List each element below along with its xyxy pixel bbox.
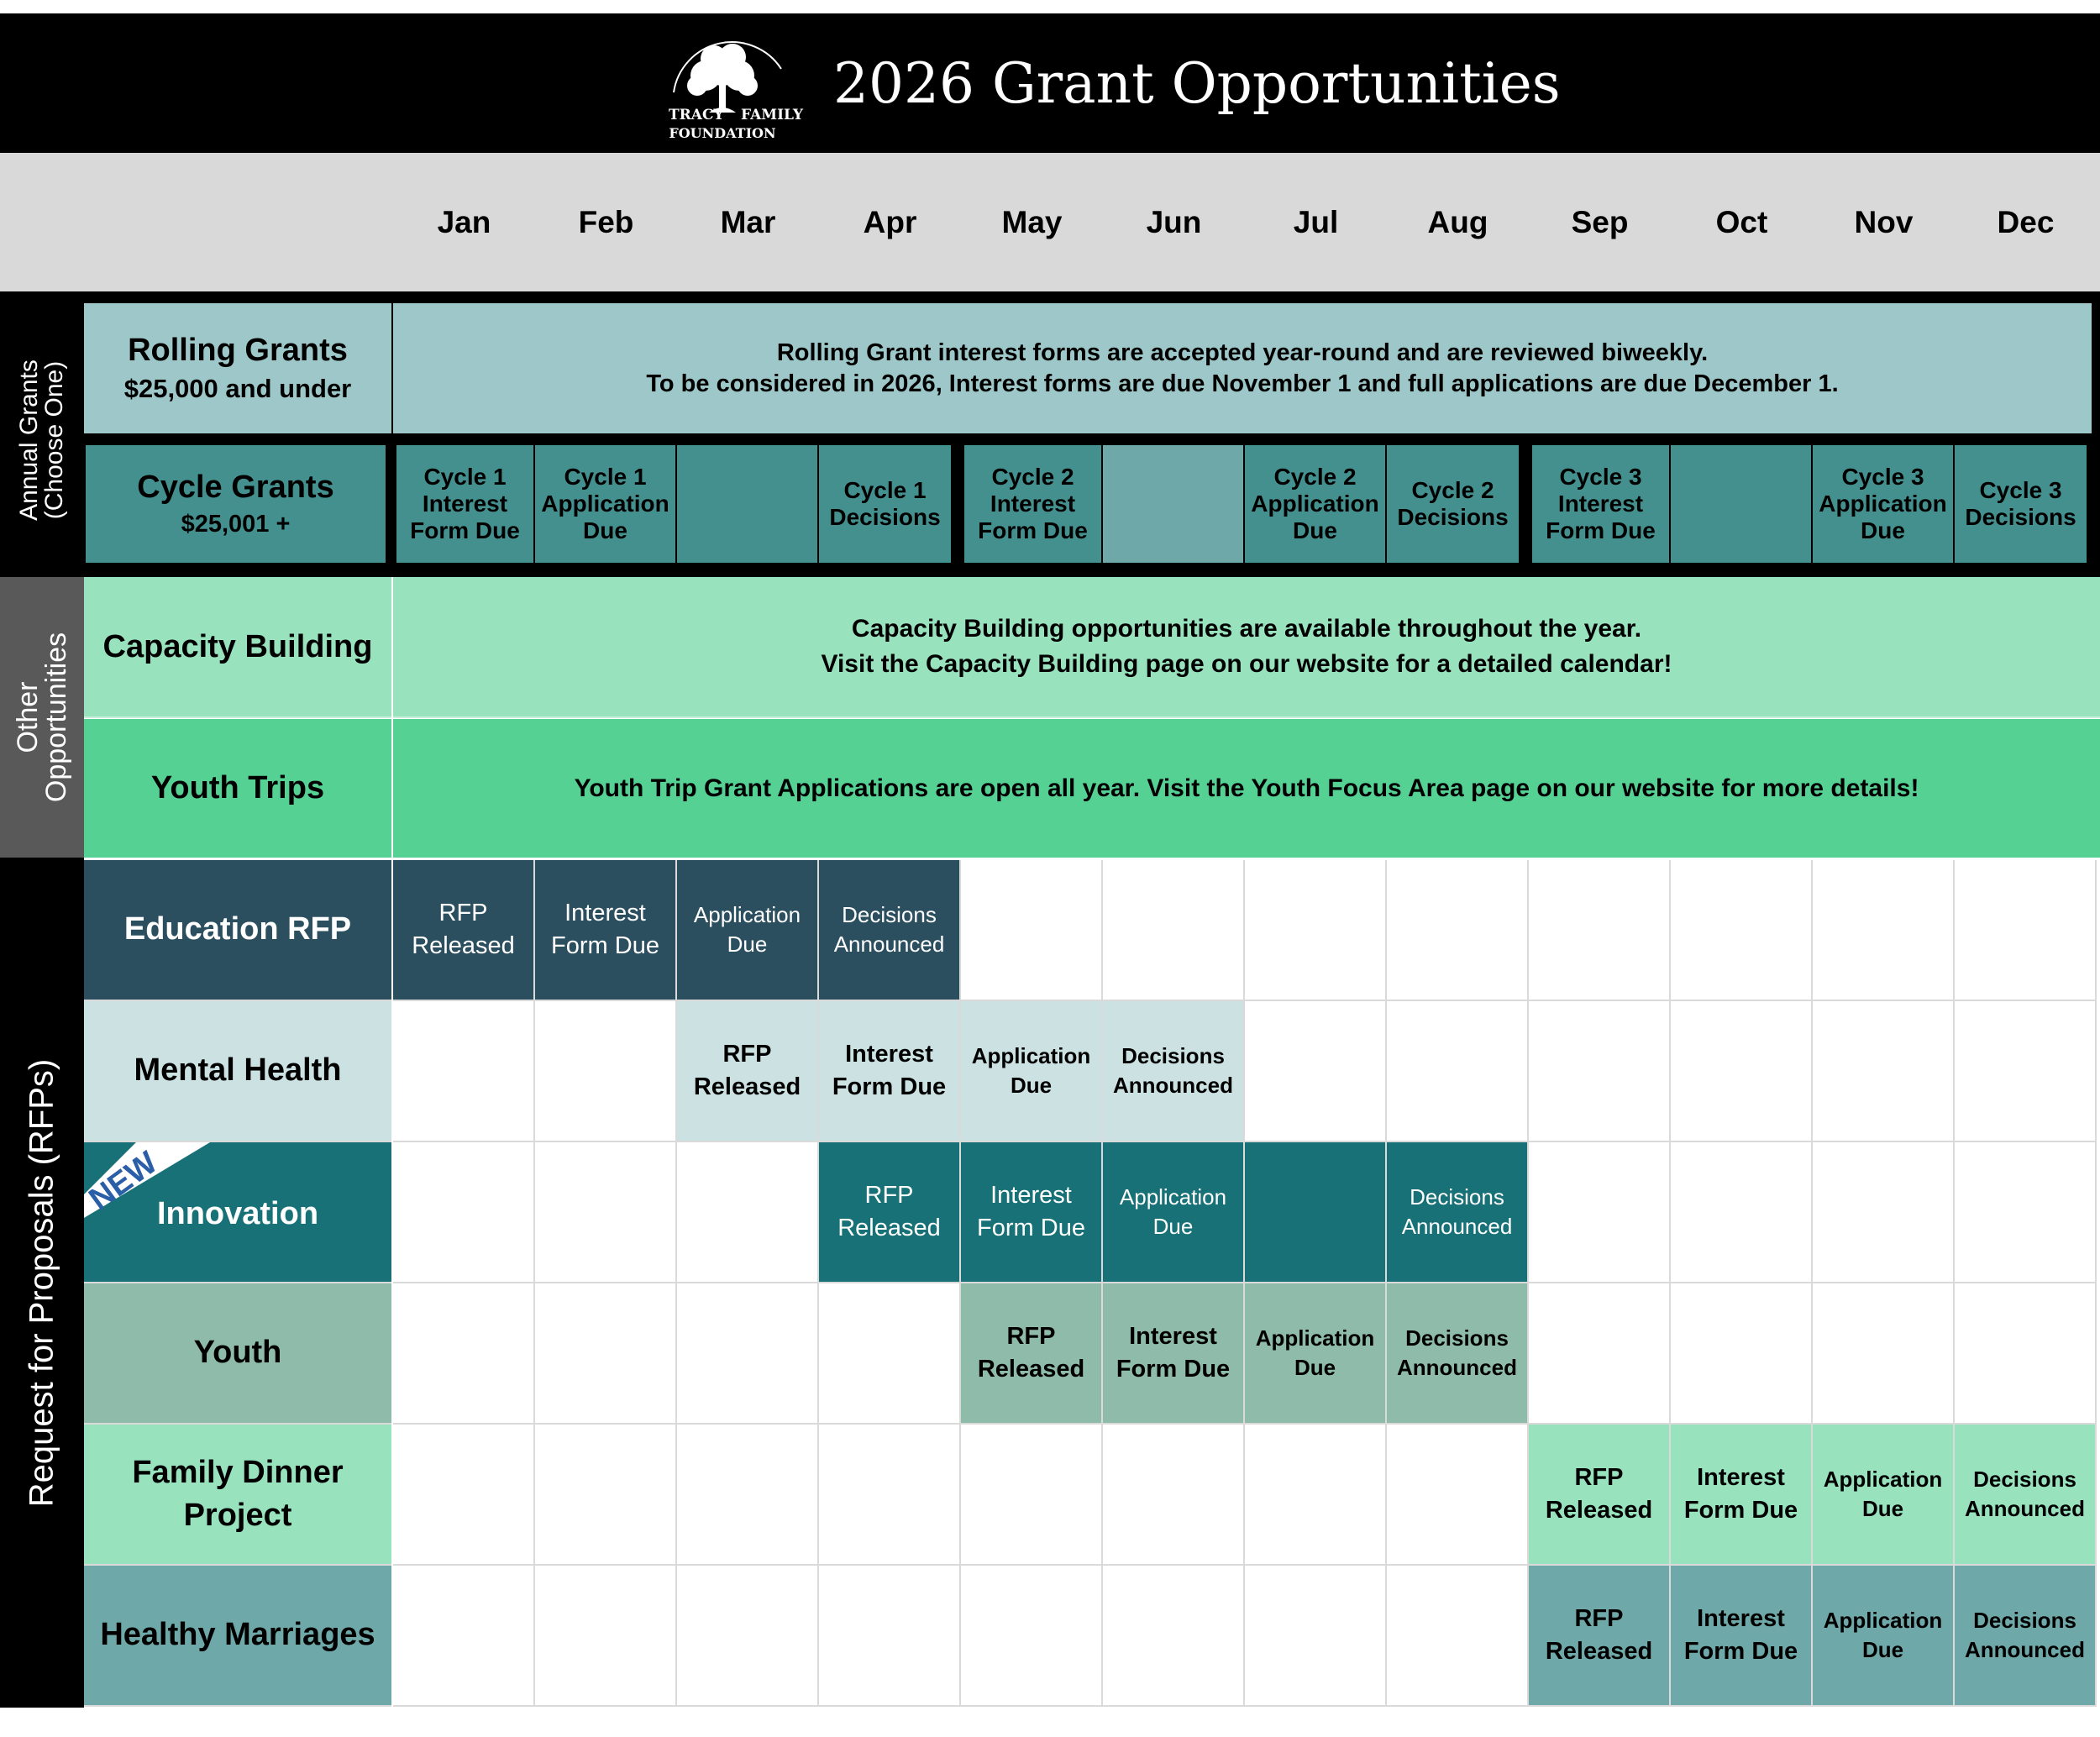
rfp-4-cell-jul bbox=[1245, 1425, 1387, 1566]
category-other-opportunities bbox=[0, 577, 84, 858]
rfp-2-cell-jan bbox=[393, 1142, 535, 1283]
rfp-3-cell-mar bbox=[677, 1283, 819, 1425]
month-header-jul: Jul bbox=[1293, 205, 1339, 239]
rfp-4-cell-dec: Decisions Announced bbox=[1955, 1425, 2097, 1566]
month-header-may: May bbox=[1001, 205, 1063, 239]
rfp-1-cell-sep bbox=[1529, 1001, 1671, 1142]
rfp-2-cell-aug: Decisions Announced bbox=[1387, 1142, 1529, 1283]
rfp-1-cell-aug bbox=[1387, 1001, 1529, 1142]
rfp-label-2: Innovation bbox=[84, 1142, 391, 1283]
rfp-3-cell-nov bbox=[1813, 1283, 1955, 1425]
rfp-1-cell-dec bbox=[1955, 1001, 2097, 1142]
rfp-label-1: Mental Health bbox=[84, 1001, 391, 1142]
cycle-cell-oct bbox=[1671, 445, 1811, 563]
rfp-4-cell-may bbox=[961, 1425, 1103, 1566]
rfp-0-cell-sep bbox=[1529, 860, 1671, 1001]
svg-text:NEW: NEW bbox=[84, 1145, 165, 1218]
rfp-3-cell-jul: Application Due bbox=[1245, 1283, 1387, 1425]
rfp-0-cell-apr: Decisions Announced bbox=[819, 860, 961, 1001]
cycle-cell-dec: Cycle 3 Decisions bbox=[1955, 445, 2087, 563]
rfp-0-cell-jun bbox=[1103, 860, 1245, 1001]
month-header-nov: Nov bbox=[1854, 205, 1914, 239]
capacity-building-label-cell bbox=[84, 577, 391, 718]
rfp-label-3: Youth bbox=[84, 1283, 391, 1425]
rfp-5-cell-aug bbox=[1387, 1566, 1529, 1707]
month-header-apr: Apr bbox=[863, 205, 917, 239]
cycle-cell-aug: Cycle 2 Decisions bbox=[1387, 445, 1519, 563]
rolling-info-line2: To be considered in 2026, Interest forms are due November 1 and full applications are due December 1. bbox=[646, 370, 1839, 397]
rfp-4-cell-feb bbox=[535, 1425, 677, 1566]
page-title: 2026 Grant Opportunities bbox=[833, 50, 1561, 116]
rfp-5-cell-oct: Interest Form Due bbox=[1671, 1566, 1813, 1707]
capacity-info-line1: Capacity Building opportunities are available throughout the year. bbox=[851, 615, 1642, 643]
foundation-logo bbox=[638, 25, 806, 150]
month-header-jun: Jun bbox=[1146, 205, 1202, 239]
capacity-building-title: Capacity Building bbox=[102, 628, 373, 664]
rfp-4-cell-nov: Application Due bbox=[1813, 1425, 1955, 1566]
cycle-grants-label-cell bbox=[86, 445, 386, 563]
rfp-4-cell-jun bbox=[1103, 1425, 1245, 1566]
rfp-label-5: Healthy Marriages bbox=[84, 1566, 391, 1707]
youth-trips-label-cell bbox=[84, 719, 391, 858]
rfp-1-cell-nov bbox=[1813, 1001, 1955, 1142]
cycle-grants-title: Cycle Grants bbox=[137, 470, 334, 505]
rolling-grants-title: Rolling Grants bbox=[128, 333, 348, 368]
rfp-1-cell-may: Application Due bbox=[961, 1001, 1103, 1142]
rfp-2-cell-dec bbox=[1955, 1142, 2097, 1283]
month-header-aug: Aug bbox=[1427, 205, 1488, 239]
tree-icon bbox=[687, 44, 758, 113]
rfp-2-cell-jun: Application Due bbox=[1103, 1142, 1245, 1283]
rfp-4-cell-apr bbox=[819, 1425, 961, 1566]
cycle-cell-jan: Cycle 1 Interest Form Due bbox=[396, 445, 533, 563]
rfp-1-cell-jun: Decisions Announced bbox=[1103, 1001, 1245, 1142]
rfp-1-cell-mar: RFP Released bbox=[677, 1001, 819, 1142]
rfp-3-cell-jan bbox=[393, 1283, 535, 1425]
rfp-4-cell-oct: Interest Form Due bbox=[1671, 1425, 1813, 1566]
rfp-5-cell-sep: RFP Released bbox=[1529, 1566, 1671, 1707]
rolling-grants-info bbox=[393, 303, 2092, 433]
rfp-3-cell-jun: Interest Form Due bbox=[1103, 1283, 1245, 1425]
rfp-5-cell-jan bbox=[393, 1566, 535, 1707]
rfp-label-0: Education RFP bbox=[84, 860, 391, 1001]
annual-grants-label: Annual Grants bbox=[15, 359, 43, 521]
rfp-4-cell-jan bbox=[393, 1425, 535, 1566]
rfp-2-cell-jul bbox=[1245, 1142, 1387, 1283]
rfp-0-cell-mar: Application Due bbox=[677, 860, 819, 1001]
rfp-5-cell-mar bbox=[677, 1566, 819, 1707]
other-sublabel: Opportunities bbox=[40, 632, 73, 803]
rfp-0-cell-dec bbox=[1955, 860, 2097, 1001]
rfp-2-cell-may: Interest Form Due bbox=[961, 1142, 1103, 1283]
svg-text:TRACY: TRACY bbox=[669, 107, 724, 123]
youth-trips-title: Youth Trips bbox=[150, 770, 325, 806]
rfp-2-cell-feb bbox=[535, 1142, 677, 1283]
new-badge bbox=[84, 1142, 227, 1235]
rfp-label-4: Family Dinner Project bbox=[84, 1425, 391, 1566]
rfp-4-cell-mar bbox=[677, 1425, 819, 1566]
rfp-5-cell-nov: Application Due bbox=[1813, 1566, 1955, 1707]
rfp-4-cell-aug bbox=[1387, 1425, 1529, 1566]
rfp-0-cell-jul bbox=[1245, 860, 1387, 1001]
rfp-category-label: Request for Proposals (RFPs) bbox=[23, 1058, 60, 1507]
cycle-grants-amount: $25,001 + bbox=[181, 511, 291, 538]
youth-trips-info bbox=[393, 719, 2100, 858]
month-header-oct: Oct bbox=[1715, 205, 1768, 239]
rfp-3-cell-feb bbox=[535, 1283, 677, 1425]
rfp-1-cell-oct bbox=[1671, 1001, 1813, 1142]
rfp-3-cell-oct bbox=[1671, 1283, 1813, 1425]
cycle-cell-may: Cycle 2 Interest Form Due bbox=[964, 445, 1101, 563]
rfp-1-cell-apr: Interest Form Due bbox=[819, 1001, 961, 1142]
rfp-5-cell-may bbox=[961, 1566, 1103, 1707]
svg-text:FAMILY: FAMILY bbox=[741, 107, 804, 123]
rfp-2-cell-apr: RFP Released bbox=[819, 1142, 961, 1283]
month-header-feb: Feb bbox=[578, 205, 634, 239]
cycle-cell-feb: Cycle 1 Application Due bbox=[535, 445, 675, 563]
other-label: Other bbox=[12, 681, 45, 753]
rfp-0-cell-aug bbox=[1387, 860, 1529, 1001]
cycle-cell-apr: Cycle 1 Decisions bbox=[819, 445, 951, 563]
rfp-3-cell-may: RFP Released bbox=[961, 1283, 1103, 1425]
rfp-1-cell-jan bbox=[393, 1001, 535, 1142]
cycle-cell-jul: Cycle 2 Application Due bbox=[1245, 445, 1385, 563]
rfp-3-cell-sep bbox=[1529, 1283, 1671, 1425]
youth-trips-info-line: Youth Trip Grant Applications are open all year. Visit the Youth Focus Area page on our website for more details! bbox=[574, 774, 1919, 802]
capacity-info-line2: Visit the Capacity Building page on our website for a detailed calendar! bbox=[821, 650, 1672, 678]
rfp-1-cell-feb bbox=[535, 1001, 677, 1142]
rfp-5-cell-jun bbox=[1103, 1566, 1245, 1707]
rfp-5-cell-feb bbox=[535, 1566, 677, 1707]
rfp-2-cell-nov bbox=[1813, 1142, 1955, 1283]
rfp-0-cell-feb: Interest Form Due bbox=[535, 860, 677, 1001]
rfp-4-cell-sep: RFP Released bbox=[1529, 1425, 1671, 1566]
rolling-grants-label-cell bbox=[84, 303, 391, 433]
svg-text:FOUNDATION: FOUNDATION bbox=[669, 125, 776, 141]
rfp-5-cell-jul bbox=[1245, 1566, 1387, 1707]
rfp-0-cell-oct bbox=[1671, 860, 1813, 1001]
rfp-1-cell-jul bbox=[1245, 1001, 1387, 1142]
rfp-3-cell-dec bbox=[1955, 1283, 2097, 1425]
rfp-2-cell-mar bbox=[677, 1142, 819, 1283]
rfp-2-cell-oct bbox=[1671, 1142, 1813, 1283]
month-header-mar: Mar bbox=[720, 205, 776, 239]
cycle-cell-nov: Cycle 3 Application Due bbox=[1813, 445, 1953, 563]
cycle-cell-mar bbox=[677, 445, 817, 563]
rfp-5-cell-dec: Decisions Announced bbox=[1955, 1566, 2097, 1707]
rolling-info-line1: Rolling Grant interest forms are accepted year-round and are reviewed biweekly. bbox=[776, 339, 1709, 367]
annual-grants-sublabel: (Choose One) bbox=[40, 360, 68, 520]
rolling-grants-amount: $25,000 and under bbox=[123, 374, 352, 403]
month-header-sep: Sep bbox=[1571, 205, 1629, 239]
rfp-3-cell-aug: Decisions Announced bbox=[1387, 1283, 1529, 1425]
rfp-2-cell-sep bbox=[1529, 1142, 1671, 1283]
category-annual-grants bbox=[0, 303, 84, 577]
rfp-5-cell-apr bbox=[819, 1566, 961, 1707]
capacity-building-info bbox=[393, 577, 2100, 718]
month-header-jan: Jan bbox=[437, 205, 491, 239]
rfp-0-cell-may bbox=[961, 860, 1103, 1001]
month-header-dec: Dec bbox=[1997, 205, 2055, 239]
category-rfps bbox=[0, 858, 84, 1708]
rfp-0-cell-jan: RFP Released bbox=[393, 860, 535, 1001]
cycle-cell-jun bbox=[1103, 445, 1243, 563]
rfp-0-cell-nov bbox=[1813, 860, 1955, 1001]
rfp-3-cell-apr bbox=[819, 1283, 961, 1425]
cycle-cell-sep: Cycle 3 Interest Form Due bbox=[1532, 445, 1669, 563]
